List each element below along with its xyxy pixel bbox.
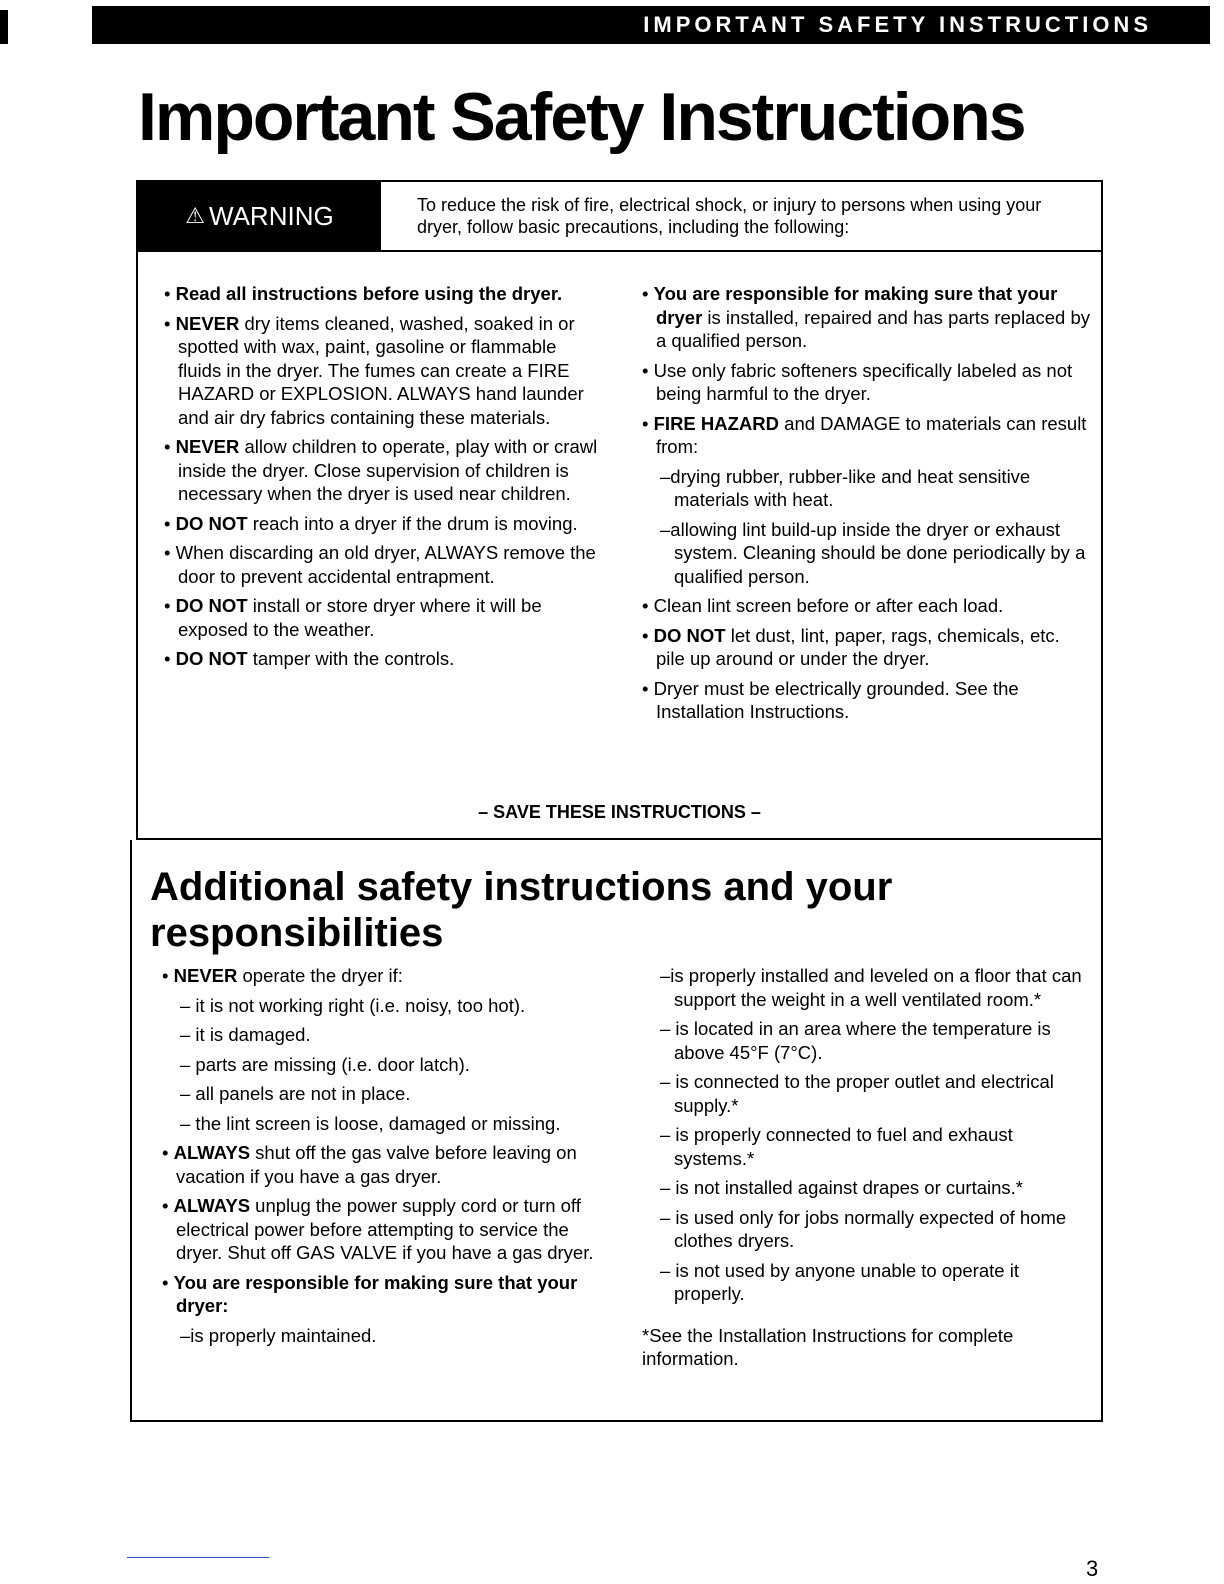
sub-item: –allowing lint build-up inside the dryer or exhaust system. Cleaning should be done periodically by a qualified person. bbox=[660, 518, 1086, 587]
warning-left-column bbox=[164, 282, 604, 677]
sub-item: – is connected to the proper outlet and electrical supply.* bbox=[660, 1071, 1054, 1116]
page-title: Important Safety Instructions bbox=[138, 79, 1025, 155]
sub-item: – is not installed against drapes or curtains.* bbox=[660, 1177, 1024, 1198]
sub-item: – parts are missing (i.e. door latch). bbox=[180, 1053, 470, 1075]
sub-item: – it is not working right (i.e. noisy, too hot). bbox=[180, 994, 526, 1016]
sub-item: – it is damaged. bbox=[180, 1024, 311, 1045]
section-banner-text: IMPORTANT SAFETY INSTRUCTIONS bbox=[643, 12, 1152, 37]
footnote: *See the Installation Instructions for complete information. bbox=[642, 1324, 1014, 1369]
warning-triangle-icon: ⚠ bbox=[185, 203, 206, 228]
list-item: • Use only fabric softeners specifically labeled as not being harmful to the dryer. bbox=[642, 359, 1073, 404]
page-edge-mark bbox=[0, 10, 8, 44]
list-item: • You are responsible for making sure that your dryer is installed, repaired and has parts replaced by a qualified person. bbox=[642, 283, 1090, 351]
list-item: • DO NOT tamper with the controls. bbox=[164, 648, 455, 669]
list-item: • FIRE HAZARD and DAMAGE to materials can result from: bbox=[642, 412, 1087, 457]
sub-item: – the lint screen is loose, damaged or missing. bbox=[180, 1112, 561, 1134]
page-number: 3 bbox=[1086, 1556, 1099, 1581]
sub-item: – is properly connected to fuel and exhaust systems.* bbox=[660, 1124, 1013, 1169]
warning-right-column bbox=[642, 282, 1092, 730]
warning-header bbox=[138, 182, 1101, 252]
save-instructions: – SAVE THESE INSTRUCTIONS – bbox=[478, 802, 761, 822]
sub-item: – all panels are not in place. bbox=[180, 1083, 411, 1104]
additional-heading: Additional safety instructions and your responsibilities bbox=[150, 865, 893, 955]
footer-rule bbox=[127, 1557, 269, 1558]
list-item: • When discarding an old dryer, ALWAYS remove the door to prevent accidental entrapment. bbox=[164, 542, 596, 587]
list-item: • ALWAYS shut off the gas valve before leaving on vacation if you have a gas dryer. bbox=[162, 1142, 577, 1187]
sub-item: – is located in an area where the temperature is above 45°F (7°C). bbox=[660, 1018, 1051, 1063]
warning-box bbox=[136, 180, 1103, 840]
list-item: • Read all instructions before using the dryer. bbox=[164, 283, 563, 304]
sub-item: –is properly maintained. bbox=[180, 1324, 377, 1346]
list-item: • NEVER dry items cleaned, washed, soaked in or spotted with wax, paint, gasoline or flammable fluids in the dryer. The fumes can create a FIRE HAZARD or EXPLOSION. ALWAYS hand launder and air dry fabrics containing these materials. bbox=[164, 312, 584, 428]
sub-item: – is used only for jobs normally expected of home clothes dryers. bbox=[660, 1206, 1067, 1251]
list-item: • ALWAYS unplug the power supply cord or turn off electrical power before attempting to service the dryer. Shut off GAS VALVE if you have a gas dryer. bbox=[162, 1195, 594, 1263]
list-item: • DO NOT install or store dryer where it will be exposed to the weather. bbox=[164, 595, 542, 640]
sub-item: –is properly installed and leveled on a floor that can support the weight in a well ventilated room.* bbox=[660, 965, 1082, 1010]
list-item: • NEVER allow children to operate, play with or crawl inside the dryer. Close supervision of children is necessary when the dryer is used near children. bbox=[164, 436, 598, 504]
list-item: • Clean lint screen before or after each load. bbox=[642, 595, 1004, 616]
list-item: • DO NOT reach into a dryer if the drum is moving. bbox=[164, 512, 578, 534]
warning-label-text: WARNING bbox=[209, 200, 334, 231]
list-item: • Dryer must be electrically grounded. See the Installation Instructions. bbox=[642, 677, 1019, 722]
sub-item: – is not used by anyone unable to operate it properly. bbox=[660, 1259, 1019, 1304]
warning-text: To reduce the risk of fire, electrical shock, or injury to persons when using your dryer, follow basic precautions, including the following: bbox=[417, 195, 1042, 237]
section-banner bbox=[92, 6, 1210, 44]
sub-item: –drying rubber, rubber-like and heat sensitive materials with heat. bbox=[660, 465, 1031, 510]
list-item: • NEVER operate the dryer if: bbox=[162, 965, 403, 986]
list-item: • DO NOT let dust, lint, paper, rags, chemicals, etc. pile up around or under the dryer. bbox=[642, 624, 1060, 669]
list-item: • You are responsible for making sure that your dryer: bbox=[162, 1271, 578, 1316]
additional-box bbox=[130, 840, 1103, 1422]
warning-label bbox=[138, 182, 381, 250]
additional-left-column bbox=[162, 964, 602, 1353]
additional-right-column bbox=[642, 964, 1082, 1377]
